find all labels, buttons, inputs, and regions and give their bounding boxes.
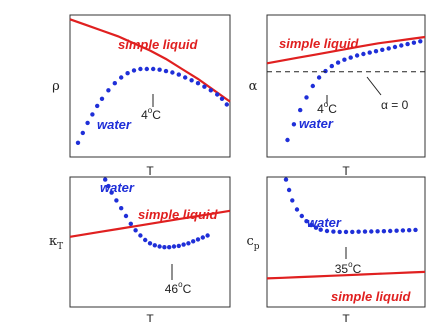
water-data-point xyxy=(405,42,409,46)
water-data-point xyxy=(418,39,422,43)
water-data-point xyxy=(157,244,161,248)
water-data-point xyxy=(81,131,85,135)
water-data-point xyxy=(225,102,229,106)
water-data-point xyxy=(196,81,200,85)
water-data-point xyxy=(382,229,386,233)
annotation-label: 35$^o$C xyxy=(334,260,362,276)
water-data-point xyxy=(413,228,417,232)
simple-liquid-label: simple liquid xyxy=(118,37,198,52)
water-data-point xyxy=(85,121,89,125)
water-data-point xyxy=(355,53,359,57)
density-panel xyxy=(52,15,230,178)
y-axis-label: $\kappa_T$ xyxy=(48,234,64,252)
water-data-point xyxy=(374,49,378,53)
water-data-point xyxy=(349,55,353,59)
compressibility-panel xyxy=(49,177,230,322)
water-data-point xyxy=(132,68,136,72)
water-data-point xyxy=(393,45,397,49)
water-data-point xyxy=(191,239,195,243)
water-data-point xyxy=(201,235,205,239)
water-data-point xyxy=(143,238,147,242)
water-data-point xyxy=(412,41,416,45)
plot-frame xyxy=(267,177,425,307)
annotation-label: 4$^o$C xyxy=(141,106,161,122)
water-data-point xyxy=(153,243,157,247)
x-axis-label: T xyxy=(342,164,350,178)
annotation-label: 46$^o$C xyxy=(164,280,192,296)
water-data-point xyxy=(124,214,128,218)
y-axis-label: ρ xyxy=(52,79,60,94)
water-data-point xyxy=(330,64,334,68)
water-data-point xyxy=(162,245,166,249)
water-data-point xyxy=(157,68,161,72)
water-data-point xyxy=(331,229,335,233)
plot-marks xyxy=(267,37,425,142)
x-axis-label: T xyxy=(342,312,350,322)
water-label: water xyxy=(100,180,134,195)
thermal-expansion-panel xyxy=(249,15,425,178)
water-data-point xyxy=(287,188,291,192)
water-data-point xyxy=(304,95,308,99)
water-data-point xyxy=(284,177,288,181)
water-data-point xyxy=(342,58,346,62)
water-data-point xyxy=(76,141,80,145)
simple-liquid-label: simple liquid xyxy=(331,289,411,304)
annotation-label: 4$^o$C xyxy=(317,100,337,116)
water-data-point xyxy=(401,228,405,232)
water-data-point xyxy=(205,233,209,237)
water-data-point xyxy=(209,88,213,92)
water-data-point xyxy=(186,241,190,245)
water-data-point xyxy=(189,78,193,82)
water-data-point xyxy=(145,67,149,71)
water-data-point xyxy=(407,228,411,232)
heat-capacity-panel xyxy=(246,177,425,322)
water-data-point xyxy=(164,69,168,73)
water-data-point xyxy=(350,230,354,234)
water-data-point xyxy=(196,237,200,241)
water-data-point xyxy=(167,245,171,249)
water-data-point xyxy=(129,222,133,226)
water-label: water xyxy=(299,116,333,131)
water-data-point xyxy=(394,229,398,233)
water-data-point xyxy=(119,75,123,79)
water-data-point xyxy=(399,43,403,47)
water-data-point xyxy=(285,138,289,142)
water-data-point xyxy=(181,242,185,246)
water-data-point xyxy=(95,104,99,108)
water-data-point xyxy=(177,244,181,248)
water-data-point xyxy=(151,67,155,71)
water-data-point xyxy=(323,69,327,73)
water-data-point xyxy=(295,207,299,211)
water-data-point xyxy=(336,60,340,64)
water-data-point xyxy=(298,108,302,112)
water-data-point xyxy=(114,198,118,202)
water-data-point xyxy=(125,71,129,75)
zero-line-label: α = 0 xyxy=(381,98,409,112)
water-label: water xyxy=(307,215,341,230)
water-data-point xyxy=(317,75,321,79)
water-data-point xyxy=(292,122,296,126)
water-data-point xyxy=(215,92,219,96)
water-data-point xyxy=(202,85,206,89)
water-data-point xyxy=(100,97,104,101)
water-data-point xyxy=(388,229,392,233)
water-data-point xyxy=(363,229,367,233)
water-data-point xyxy=(170,70,174,74)
water-data-point xyxy=(344,230,348,234)
water-data-point xyxy=(375,229,379,233)
water-data-point xyxy=(183,75,187,79)
water-data-point xyxy=(387,46,391,50)
water-data-point xyxy=(368,50,372,54)
y-axis-label: α xyxy=(248,79,258,94)
water-data-point xyxy=(119,206,123,210)
water-data-point xyxy=(380,48,384,52)
water-data-point xyxy=(106,88,110,92)
water-data-point xyxy=(361,52,365,56)
water-data-point xyxy=(356,230,360,234)
water-data-point xyxy=(148,241,152,245)
water-data-point xyxy=(290,198,294,202)
water-data-point xyxy=(113,81,117,85)
simple-liquid-line xyxy=(70,19,230,101)
simple-liquid-label: simple liquid xyxy=(138,207,218,222)
water-label: water xyxy=(97,117,131,132)
x-axis-label: T xyxy=(146,312,154,322)
water-data-point xyxy=(338,230,342,234)
water-data-point xyxy=(300,214,304,218)
water-data-point xyxy=(369,229,373,233)
water-data-point xyxy=(172,244,176,248)
y-axis-label: $c_p$ xyxy=(246,234,260,252)
zero-line-pointer xyxy=(367,77,381,95)
x-axis-label: T xyxy=(146,164,154,178)
water-data-point xyxy=(138,233,142,237)
water-data-point xyxy=(220,97,224,101)
water-data-point xyxy=(90,112,94,116)
simple-liquid-label: simple liquid xyxy=(279,36,359,51)
water-data-point xyxy=(311,84,315,88)
water-data-point xyxy=(177,72,181,76)
water-data-point xyxy=(138,67,142,71)
water-data-point xyxy=(133,228,137,232)
